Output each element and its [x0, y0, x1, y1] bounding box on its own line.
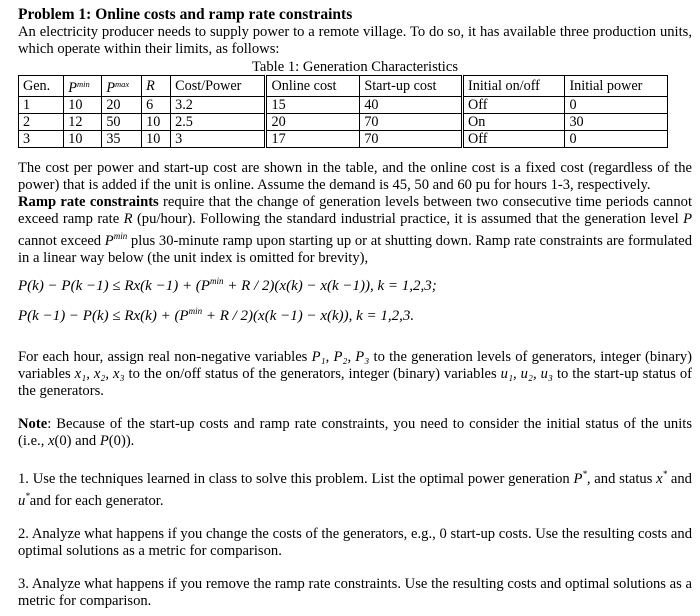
problem-title: Problem 1: Online costs and ramp rate constraints [18, 6, 353, 23]
eq2-main: P(k −1) − P(k) ≤ Rx(k) + (P [18, 308, 189, 324]
ramp-text-2: (pu/hour). Following the standard industrial practice, it is assumed that the generation level [132, 211, 684, 227]
note-x0: x [48, 433, 55, 449]
vars-text-1: For each hour, assign real non-negative variables [18, 349, 312, 365]
cell-startup: 70 [360, 114, 463, 131]
header-pmin-sup: min [76, 79, 90, 89]
cell-cost: 3 [171, 131, 266, 148]
ramp-pmin-sup: min [113, 231, 128, 241]
question-3: 3. Analyze what happens if you remove the ramp rate constraints. Use the resulting costs and optimal solutions as a metric for comparison. [18, 576, 692, 609]
note-bold-label: Note [18, 416, 48, 432]
ramp-text-1: require that the change of generation levels between two consecutive time periods cannot exceed ramp rate [18, 194, 692, 227]
cell-onoff: Off [463, 97, 565, 114]
note-text-1: : Because of the start-up costs and ramp rate constraints, you need to consider the initial status of the units (i.e., [18, 416, 692, 449]
q1-text-3: and [667, 471, 692, 487]
eq2-tail: + R / 2)(x(k −1) − x(k)), k = 1,2,3. [202, 308, 415, 324]
ramp-text-3: cannot exceed [18, 233, 105, 249]
header-r-label: R [146, 78, 155, 94]
eq2-sup: min [188, 306, 203, 316]
vars-text-4: to the start-up status of the generators. [18, 366, 693, 399]
cell-pmin: 10 [64, 97, 102, 114]
ramp-equation-2 [18, 300, 692, 327]
q1-u: u [18, 493, 26, 509]
q1-u-star: * [25, 491, 30, 501]
header-pmax-base: P [106, 80, 115, 96]
cell-startup: 40 [360, 97, 463, 114]
ramp-text-4: plus 30-minute ramp upon starting up or at shutting down. Ramp rate constraints are formulated in a linear way below (the unit index is omitted for brevity), [18, 233, 692, 266]
cell-power: 0 [565, 97, 668, 114]
header-pmin [64, 76, 102, 97]
note-p0: P [99, 433, 109, 449]
header-initial-onoff: Initial on/off [463, 76, 565, 97]
cell-gen: 3 [19, 131, 64, 148]
table-caption: Table 1: Generation Characteristics [251, 59, 459, 75]
ramp-paragraph [18, 194, 692, 267]
cell-pmax: 50 [102, 114, 142, 131]
ramp-pmin-base: P [104, 233, 114, 249]
table-header-row [19, 76, 668, 97]
header-r [142, 76, 171, 97]
generation-characteristics-table [18, 75, 668, 148]
vars-u-list: u₁, u₂, u₃ [500, 366, 553, 382]
cost-paragraph: The cost per power and start-up cost are shown in the table, and the online cost is a fixed cost (regardless of the power) that is added if the unit is online. Assume the demand is 45, 50 and 60 pu for hours 1-3, respectively. [18, 160, 692, 193]
eq1-main: P(k) − P(k −1) ≤ Rx(k −1) + (P [18, 278, 210, 294]
vars-x-list: x₁, x₂, x₃ [74, 366, 125, 382]
header-pmax [102, 76, 142, 97]
note-text-2: (0) and [54, 433, 100, 449]
header-pmin-base: P [68, 80, 77, 96]
cell-cost: 3.2 [171, 97, 266, 114]
cell-onoff: Off [463, 131, 565, 148]
cell-onoff: On [463, 114, 565, 131]
q1-text-1: 1. Use the techniques learned in class to solve this problem. List the optimal power generation [18, 471, 574, 487]
q1-P: P [573, 471, 583, 487]
q1-x: x [656, 471, 663, 487]
cell-startup: 70 [360, 131, 463, 148]
vars-text-3: to the on/off status of the generators, integer (binary) variables [124, 366, 501, 382]
eq1-sup: min [209, 276, 224, 286]
cell-power: 0 [565, 131, 668, 148]
table-row [19, 131, 668, 148]
ramp-P: P [683, 211, 692, 227]
q1-x-star: * [662, 469, 668, 479]
cell-gen: 2 [19, 114, 64, 131]
cell-pmin: 10 [64, 131, 102, 148]
note-paragraph [18, 416, 692, 450]
header-startup-cost: Start-up cost [360, 76, 463, 97]
cell-power: 30 [565, 114, 668, 131]
header-online-cost: Online cost [266, 76, 360, 97]
cell-gen: 1 [19, 97, 64, 114]
intro-paragraph: An electricity producer needs to supply power to a remote village. To do so, it has available three production units, which operate within their limits, as follows: [18, 24, 692, 57]
header-pmax-sup: max [114, 79, 130, 89]
ramp-R: R [123, 211, 133, 227]
cell-online: 20 [266, 114, 360, 131]
q1-text-4: and for each generator. [29, 493, 164, 509]
note-text-3: (0)). [108, 433, 135, 449]
header-gen: Gen. [19, 76, 64, 97]
ramp-equation-1 [18, 270, 692, 297]
header-initial-power: Initial power [565, 76, 668, 97]
vars-p-list: P₁, P₂, P₃ [311, 349, 370, 365]
header-cost-power: Cost/Power [171, 76, 266, 97]
cell-cost: 2.5 [171, 114, 266, 131]
cell-pmin: 12 [64, 114, 102, 131]
variables-paragraph [18, 349, 692, 400]
cell-r: 6 [142, 97, 171, 114]
q1-star: * [582, 469, 587, 479]
cell-pmax: 35 [102, 131, 142, 148]
table-row [19, 114, 668, 131]
cell-pmax: 20 [102, 97, 142, 114]
question-2: 2. Analyze what happens if you change the costs of the generators, e.g., 0 start-up costs. Use the resulting costs and optimal solutions as a metric for comparison. [18, 526, 692, 559]
ramp-bold-label: Ramp rate constraints [18, 194, 159, 210]
vars-text-2: to the generation levels of generators, integer (binary) variables [18, 349, 692, 382]
cell-r: 10 [142, 131, 171, 148]
cell-online: 17 [266, 131, 360, 148]
question-1 [18, 466, 692, 510]
cell-r: 10 [142, 114, 171, 131]
table-row [19, 97, 668, 114]
cell-online: 15 [266, 97, 360, 114]
eq1-tail: + R / 2)(x(k) − x(k −1)), k = 1,2,3; [223, 278, 437, 294]
q1-text-2: , and status [586, 471, 657, 487]
